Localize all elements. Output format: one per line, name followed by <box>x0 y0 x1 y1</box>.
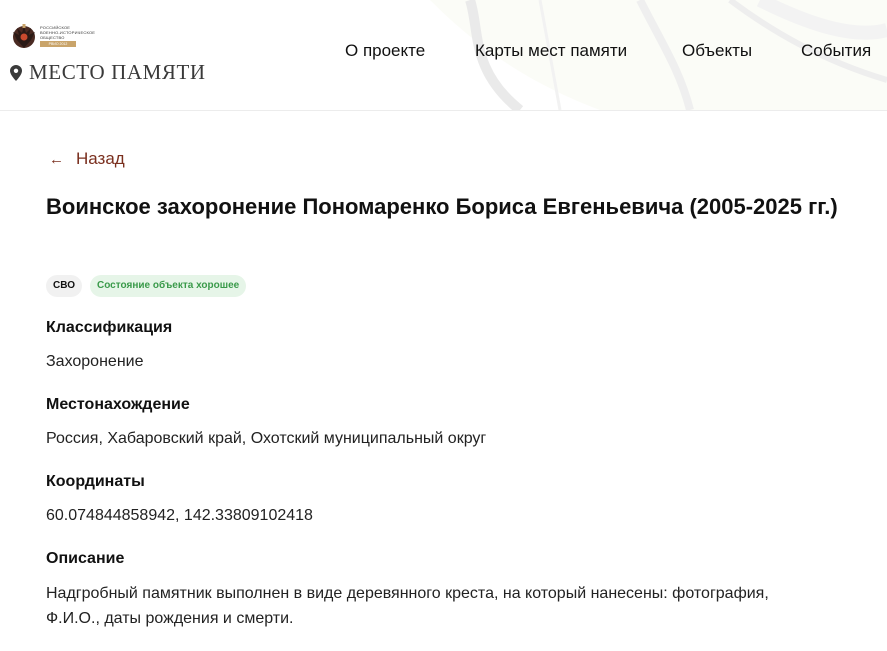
org-name-line: ОБЩЕСТВО <box>40 35 65 40</box>
coordinates-value[interactable]: 60.074844858942, 142.33809102418 <box>46 507 313 524</box>
coordinates-label: Координаты <box>46 473 145 490</box>
nav-events[interactable]: События <box>801 41 872 60</box>
brand[interactable] <box>10 60 206 85</box>
description-value: Надгробный памятник выполнен в виде деревянного креста, на который нанесены: фотография, Ф.И.О., даты рождения и смерти. <box>46 585 769 627</box>
back-link[interactable] <box>49 149 125 169</box>
tag-svo: СВО <box>46 275 82 297</box>
map-pin-icon <box>10 65 22 81</box>
org-badge: РВИО 2012 <box>40 41 76 47</box>
location-label: Местонахождение <box>46 396 190 413</box>
nav-memory-maps[interactable]: Карты мест памяти <box>475 41 628 60</box>
nav-objects[interactable]: Объекты <box>682 41 753 60</box>
org-name-line: ВОЕННО-ИСТОРИЧЕСКОЕ <box>40 30 96 35</box>
site-header <box>0 0 887 111</box>
page-title: Воинское захоронение Пономаренко Бориса Евгеньевича (2005-2025 гг.) <box>46 194 838 219</box>
arrow-left-icon: ← <box>49 150 64 168</box>
status-badge: Состояние объекта хорошее <box>90 275 246 297</box>
location-value: Россия, Хабаровский край, Охотский муниципальный округ <box>46 430 487 447</box>
classification-label: Классификация <box>46 319 173 336</box>
back-label: Назад <box>76 149 125 168</box>
org-name <box>40 25 100 40</box>
org-name-line: РОССИЙСКОЕ <box>40 25 71 30</box>
nav-about[interactable]: О проекте <box>345 41 426 60</box>
main-nav <box>0 41 887 63</box>
brand-name: МЕСТО ПАМЯТИ <box>29 60 206 84</box>
tag-list <box>46 275 254 297</box>
description-label: Описание <box>46 550 125 567</box>
classification-value: Захоронение <box>46 353 144 370</box>
